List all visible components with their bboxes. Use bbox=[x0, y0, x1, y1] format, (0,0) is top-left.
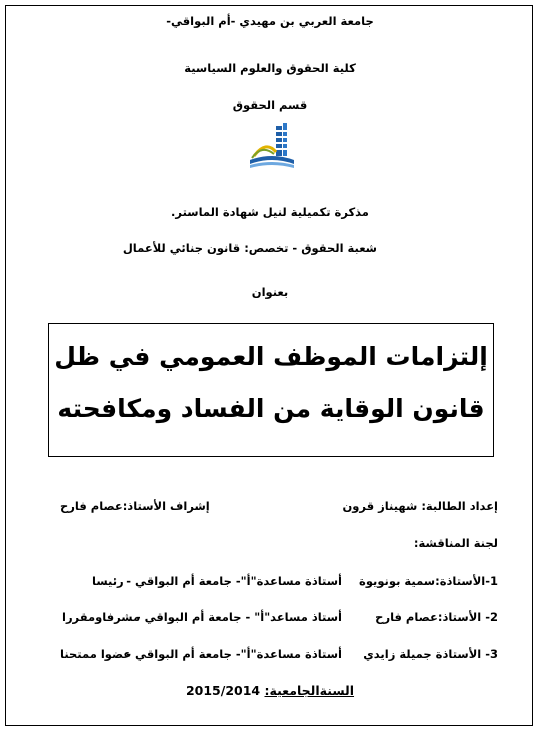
supervisor-name: إشراف الأستاذ:عصام فارح bbox=[60, 499, 210, 513]
program-branch: شعبة الحقوق - تخصص: قانون جنائي للأعمال bbox=[122, 241, 377, 255]
committee-member-2-name: 2- الأستاذ:عصام فارح bbox=[375, 610, 498, 624]
title-intro: بعنوان bbox=[251, 285, 289, 299]
student-name: إعداد الطالبة: شهيناز قرون bbox=[342, 499, 498, 513]
memo-type: مذكرة تكميلية لنيل شهادة الماستر. bbox=[171, 205, 369, 219]
thesis-title-box bbox=[48, 323, 494, 457]
university-logo bbox=[246, 122, 298, 172]
committee-member-1-role: رئيسا bbox=[92, 574, 124, 588]
academic-year bbox=[0, 683, 540, 698]
committee-member-2-role: مشرفاومقررا bbox=[62, 610, 141, 624]
committee-heading: لجنة المناقشة: bbox=[413, 536, 498, 550]
thesis-title-line-1: إلتزامات الموظف العمومي في ظل bbox=[54, 342, 488, 371]
committee-member-1-rank: أستاذة مساعدة"أ"- جامعة أم البواقي - bbox=[126, 574, 342, 588]
committee-member-1-name: 1-الأستاذة:سمية بونويوة bbox=[359, 574, 498, 588]
university-name: جامعة العربي بن مهيدي -أم البواقي- bbox=[166, 14, 374, 28]
committee-member-3-name: 3- الأستاذة جميلة زايدي bbox=[363, 647, 498, 661]
faculty-name: كلية الحقوق والعلوم السياسية bbox=[184, 61, 356, 75]
academic-year-label: السنةالجامعية: bbox=[264, 683, 355, 698]
academic-year-value: 2015/2014 bbox=[185, 683, 261, 698]
committee-member-3-rank: أستاذة مساعدة"أ"- جامعة أم البواقي - bbox=[126, 647, 342, 661]
committee-member-3-role: عضوا ممتحنا bbox=[60, 647, 132, 661]
thesis-title-line-2: قانون الوقاية من الفساد ومكافحته bbox=[57, 394, 485, 423]
department-name: قسم الحقوق bbox=[232, 98, 308, 112]
committee-member-2-rank: أستاذ مساعد"أ" - جامعة أم البواقي - bbox=[135, 610, 342, 624]
